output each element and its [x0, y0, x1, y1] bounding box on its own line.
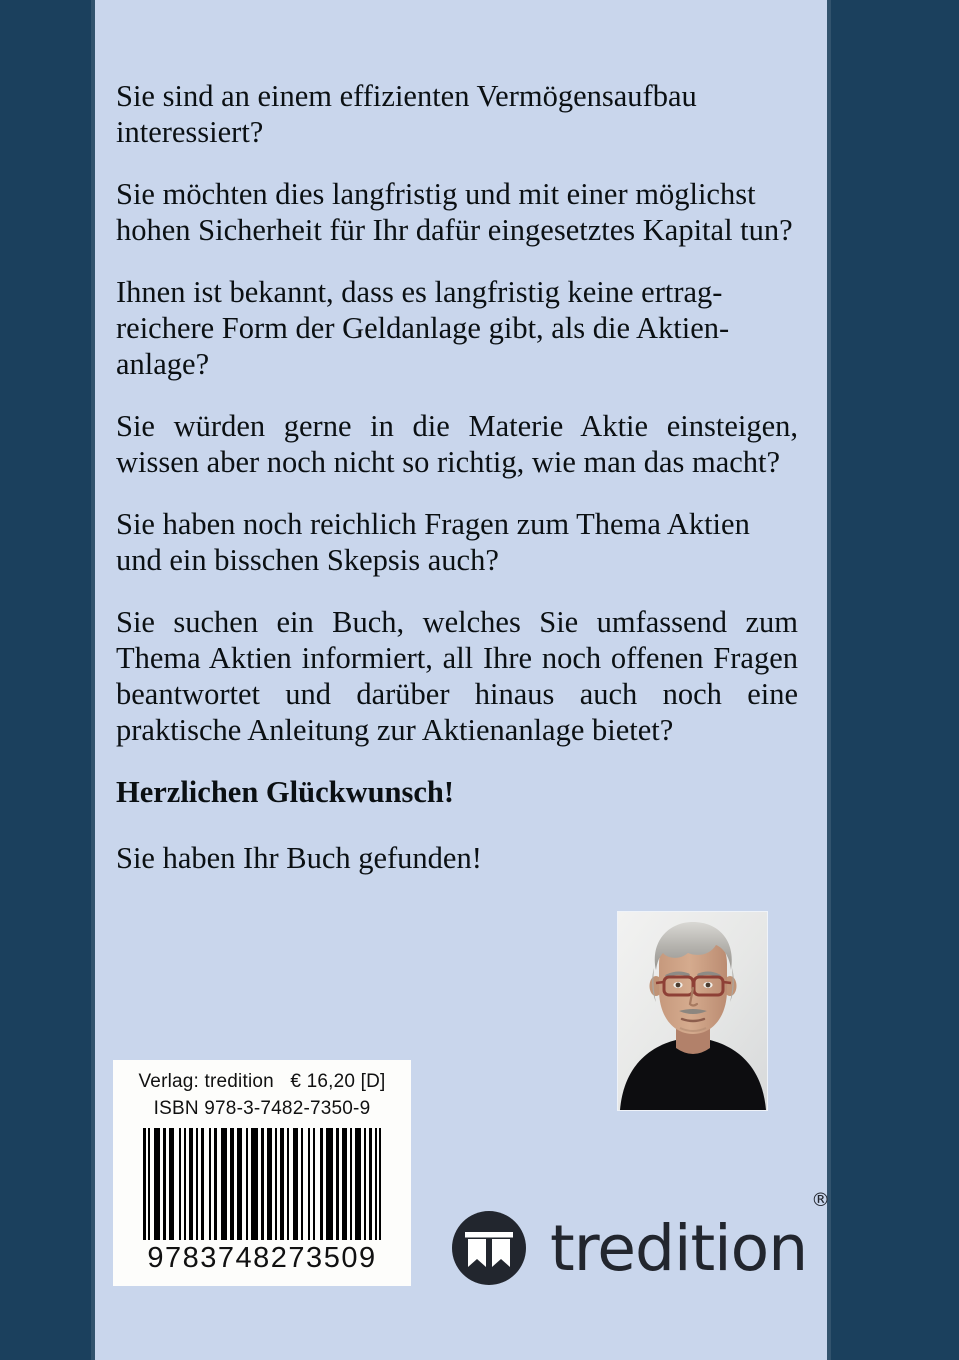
blurb-text-block [116, 78, 798, 876]
barcode-bars [143, 1128, 381, 1240]
blurb-paragraph-1: Sie sind an einem effizienten Vermögensaufbau interessiert? [116, 79, 697, 149]
barcode-block [113, 1060, 411, 1286]
blurb-paragraph-3: Ihnen ist bekannt, dass es langfristig keine ertrag-reichere Form der Geldanlage gibt, als die Aktien-anlage? [116, 275, 730, 381]
registered-trademark-symbol: ® [811, 1188, 830, 1211]
blurb-paragraph-6: Sie suchen ein Buch, welches Sie umfassend zum Thema Aktien informiert, all Ihre noch offenen Fragen beantwortet und darüber hinaus auch noch eine praktische Anleitung zur Aktienanlage bietet? [116, 605, 798, 747]
book-edge-right [827, 0, 959, 1360]
book-back-cover [95, 0, 830, 1360]
blurb-paragraph-4: Sie würden gerne in die Materie Aktie einsteigen, wissen aber noch nicht so richtig, wie man das macht? [116, 409, 798, 479]
author-portrait-illustration [618, 912, 767, 1110]
blurb-paragraph-5: Sie haben noch reichlich Fragen zum Thema Aktien und ein bisschen Skepsis auch? [116, 507, 750, 577]
tredition-wordmark-text: tredition [550, 1211, 808, 1285]
ean-number: 9783748273509 [147, 1242, 377, 1274]
blurb-paragraph-2: Sie möchten dies langfristig und mit einer möglichst hohen Sicherheit für Ihr dafür eingesetztes Kapital tun? [116, 177, 793, 247]
author-portrait-photo [618, 912, 767, 1110]
congratulation-heading: Herzlichen Glückwunsch! [116, 775, 455, 809]
tredition-wordmark [550, 1188, 830, 1285]
tredition-bookmark-icon [450, 1209, 528, 1287]
isbn-line: ISBN 978-3-7482-7350-9 [153, 1098, 371, 1119]
closing-line: Sie haben Ihr Buch gefunden! [116, 841, 482, 875]
book-edge-left [0, 0, 95, 1360]
tredition-logo [450, 1188, 830, 1291]
publisher-price-line: Verlag: tredition € 16,20 [D] [138, 1071, 386, 1092]
